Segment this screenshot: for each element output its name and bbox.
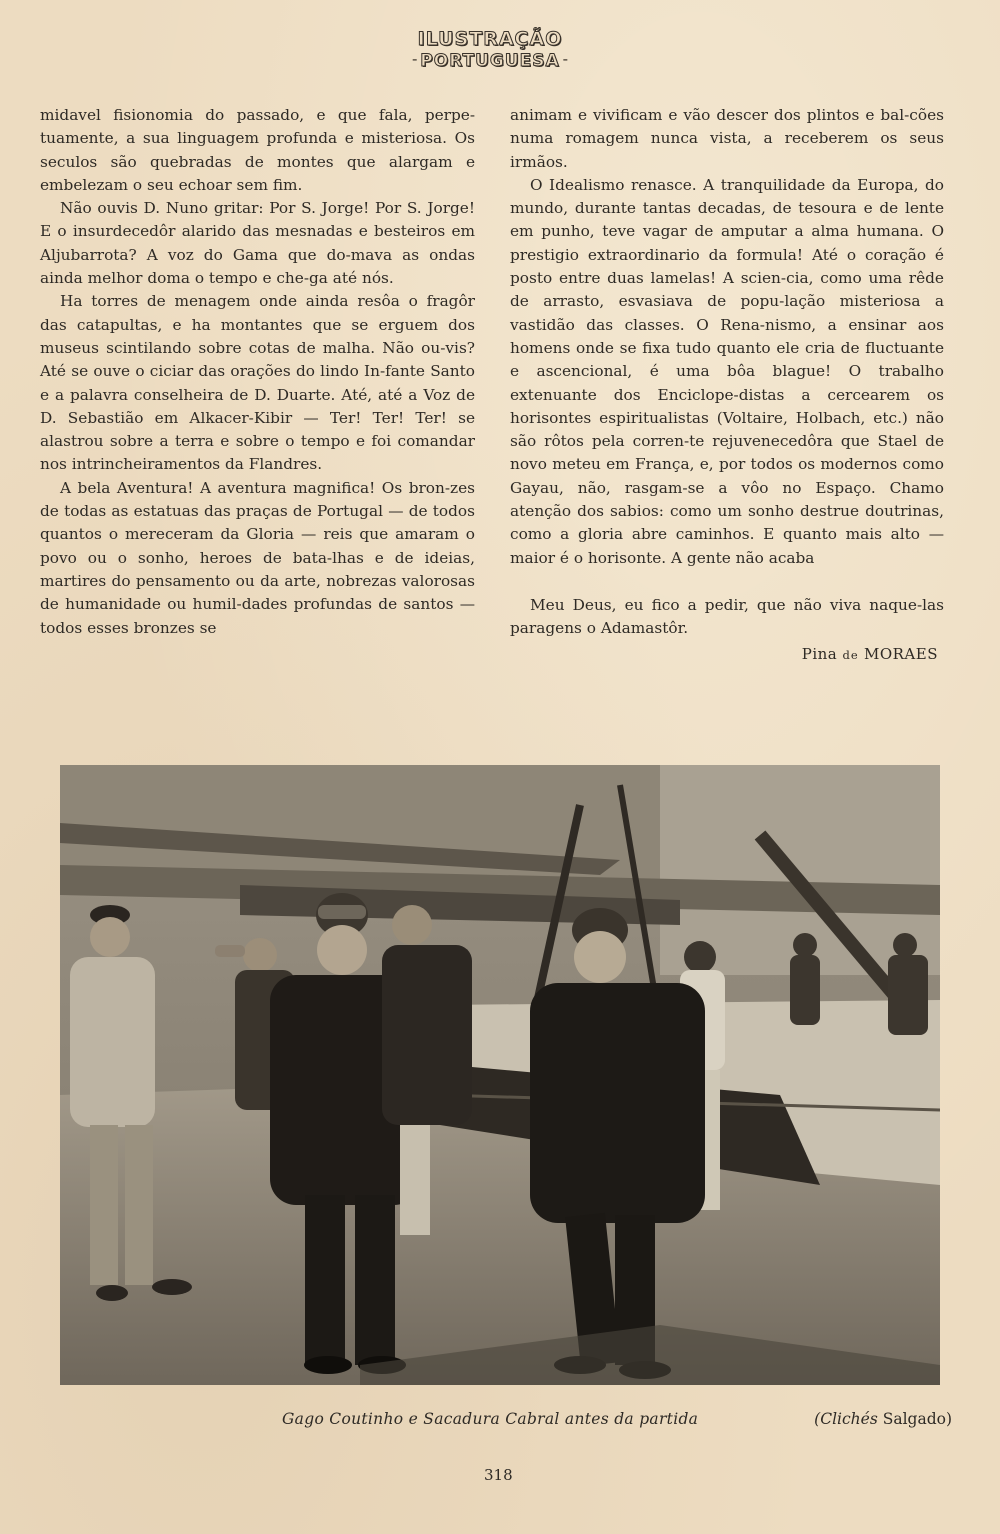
photo-caption: Gago Coutinho e Sacadura Cabral antes da partida bbox=[282, 1410, 699, 1428]
aviators-photograph bbox=[60, 765, 940, 1385]
masthead-line2: PORTUGUESA bbox=[420, 51, 560, 71]
masthead-line1: ILUSTRAÇÃO bbox=[417, 28, 563, 50]
author-first-name: Pina bbox=[801, 644, 838, 663]
photo-illustration bbox=[60, 765, 940, 1385]
paragraph: O Idealismo renasce. A tranquilidade da Europa, do mundo, durante tantas decadas, de tesoura e de lente em punho, teve vagar de amputar a alma humana. O prestigio extraordinario da formula! Até o coração é posto entre duas lamelas! A scien-cia, como uma rêde de arrasto, esvasiava de popu-lação misteriosa a vastidão das classes. O Rena-nismo, a ensinar aos homens onde se fixa tudo quanto ele cria de fluctuante e ascencional, é uma bôa blague! O trabalho extenuante dos Enciclope-distas a cercearem os horisontes espiritualistas (Voltaire, Holbach, etc.) não são rôtos pela corren-te rejuvenecedôra que Stael de novo meteu em França, e, por todos os modernos como Gayau, não, rasgam-se a vôo no Espaço. Chamo atenção dos sabios: como um sonho destrue doutrinas, como a gloria abre caminhos. E quanto mais alto — maior é o horisonte. A gente não acaba bbox=[510, 175, 944, 567]
credit-name: Salgado) bbox=[882, 1410, 952, 1428]
masthead-logo bbox=[410, 28, 570, 78]
author-last-name: MORAES bbox=[863, 644, 938, 663]
photo-credit bbox=[814, 1410, 952, 1428]
paragraph: Meu Deus, eu fico a pedir, que não viva naque-las paragens o Adamastôr. bbox=[510, 595, 944, 638]
paragraph: Não ouvis D. Nuno gritar: Por S. Jorge! Por S. Jorge! E o insurdecedôr alarido das mesnadas e besteiros em Aljubarrota? A voz do Gama que do-mava as ondas ainda melhor doma o tempo e che-ga até nós. bbox=[40, 199, 475, 288]
paragraph: midavel fisionomia do passado, e que fala, perpe-tuamente, a sua linguagem profunda e misteriosa. Os seculos são quebradas de montes que alargam e embelezam o seu echoar sem fim. bbox=[40, 106, 475, 194]
masthead-dash-left: - bbox=[412, 49, 418, 68]
credit-prefix: (Clichés bbox=[814, 1410, 878, 1428]
paragraph: Ha torres de menagem onde ainda resôa o fragôr das catapultas, e ha montantes que se erguem dos museus scintilando sobre cotas de malha. Não ou-vis? Até se ouve o ciciar das orações do lindo In-fante Santo e a palavra conselheira de D. Duarte. Até, até a Voz de D. Sebastião em Alkacer-Kibir — Ter! Ter! Ter! se alastrou sobre a terra e sobre o tempo e foi comandar nos intrincheiramentos da Flandres. bbox=[40, 292, 475, 474]
paragraph: animam e vivificam e vão descer dos plintos e bal-cões numa romagem nunca vista, a receberem os seus irmãos. bbox=[510, 106, 944, 171]
author-signature bbox=[510, 643, 944, 667]
page-number: 318 bbox=[484, 1466, 513, 1484]
paragraph: A bela Aventura! A aventura magnifica! Os bron-zes de todas as estatuas das praças de Portugal — de todos quantos o mereceram da Gloria — reis que amaram o povo ou o sonho, heroes de bata-lhas e de ideias, martires do pensamento ou da arte, nobrezas valorosas de humanidade ou humil-dades profundas de santos — todos esses bronzes se bbox=[40, 478, 475, 637]
right-text-column bbox=[510, 104, 944, 667]
masthead-dash-right: - bbox=[562, 49, 568, 68]
left-text-column bbox=[40, 104, 475, 640]
author-particle: de bbox=[842, 647, 859, 662]
